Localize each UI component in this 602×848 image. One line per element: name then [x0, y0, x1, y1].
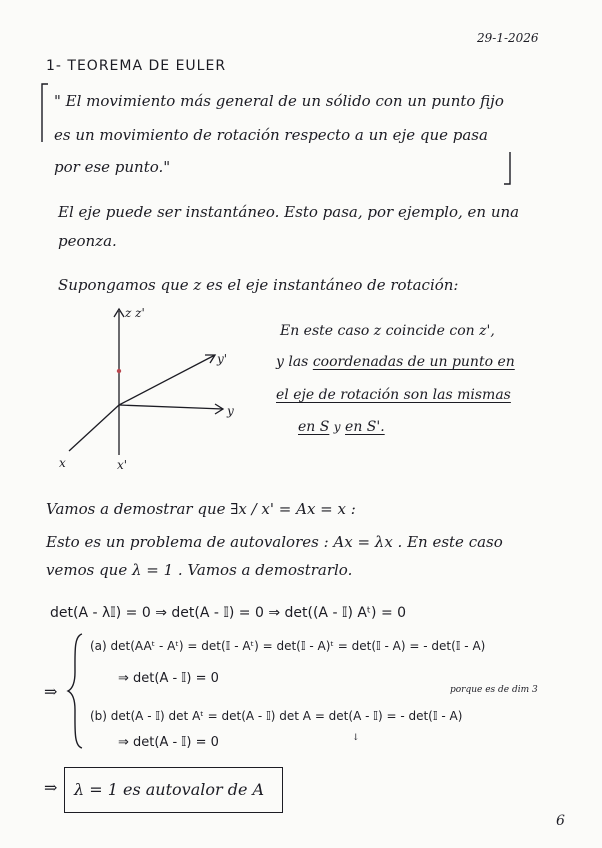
- label-z: z z': [125, 306, 145, 320]
- section-title: 1- TEOREMA DE EULER: [46, 58, 227, 74]
- equation-main: det(A - λ𝕀) = 0 ⇒ det(A - 𝕀) = 0 ⇒ det((A - 𝕀) Aᵗ) = 0: [50, 605, 407, 621]
- note-line-4-b: y: [333, 420, 341, 434]
- date: 29-1-2026: [477, 31, 539, 45]
- demo-line-2: Esto es un problema de autovalores : Ax = λx . En este caso: [46, 533, 503, 551]
- equation-a-line-1: (a) det(AAᵗ - Aᵗ) = det(𝕀 - Aᵗ) = det(𝕀 - A)ᵗ = det(𝕀 - A) = - det(𝕀 - A): [90, 639, 486, 653]
- y-axis: [119, 405, 223, 409]
- cases-brace: [66, 632, 86, 750]
- note-line-2-plain: y las: [276, 354, 313, 370]
- label-y-prime: y': [217, 352, 228, 366]
- x-axis: [69, 405, 119, 451]
- paragraph-1-line-2: peonza.: [58, 232, 117, 250]
- conclusion-text: λ = 1 es autovalor de A: [74, 780, 265, 799]
- equation-a-line-2: ⇒ det(A - 𝕀) = 0: [118, 671, 219, 686]
- label-y: y: [227, 404, 234, 418]
- label-x-prime: x': [117, 458, 128, 472]
- note-line-4-a: en S: [298, 419, 330, 435]
- quote-line-2: es un movimiento de rotación respecto a un eje que pasa: [54, 126, 488, 144]
- note-line-2: [276, 355, 515, 369]
- quote-line-3: por ese punto.": [54, 158, 171, 176]
- label-x: x: [59, 456, 66, 470]
- demo-line-3: vemos que λ = 1 . Vamos a demostrarlo.: [46, 561, 353, 579]
- note-line-3: el eje de rotación son las mismas: [276, 387, 511, 403]
- suppose-line: Supongamos que z es el eje instantáneo de rotación:: [58, 276, 459, 294]
- equation-a-note: porque es de dim 3: [450, 685, 538, 695]
- page-number: 6: [556, 813, 565, 829]
- note-line-4-c: en S'.: [345, 419, 385, 435]
- quote-line-1: " El movimiento más general de un sólido con un punto fijo: [54, 92, 504, 110]
- y-prime-axis: [119, 355, 215, 405]
- implies-arrow: ⇒: [44, 682, 58, 701]
- fixed-point: [117, 369, 121, 373]
- note-line-1: En este caso z coincide con z',: [280, 323, 495, 339]
- note-line-4: [298, 420, 385, 434]
- equation-b-mark: ↓: [352, 733, 360, 743]
- demo-line-1: Vamos a demostrar que ∃x / x' = Ax = x :: [46, 500, 356, 518]
- equation-b-line-2: ⇒ det(A - 𝕀) = 0: [118, 735, 219, 750]
- axes-diagram: [55, 305, 255, 477]
- equation-b-line-1: (b) det(A - 𝕀) det Aᵗ = det(A - 𝕀) det A = det(A - 𝕀) = - det(𝕀 - A): [90, 709, 463, 723]
- paragraph-1-line-1: El eje puede ser instantáneo. Esto pasa, por ejemplo, en una: [58, 203, 520, 221]
- note-line-2-underlined: coordenadas de un punto en: [312, 354, 515, 370]
- conclusion-arrow: ⇒: [44, 778, 58, 797]
